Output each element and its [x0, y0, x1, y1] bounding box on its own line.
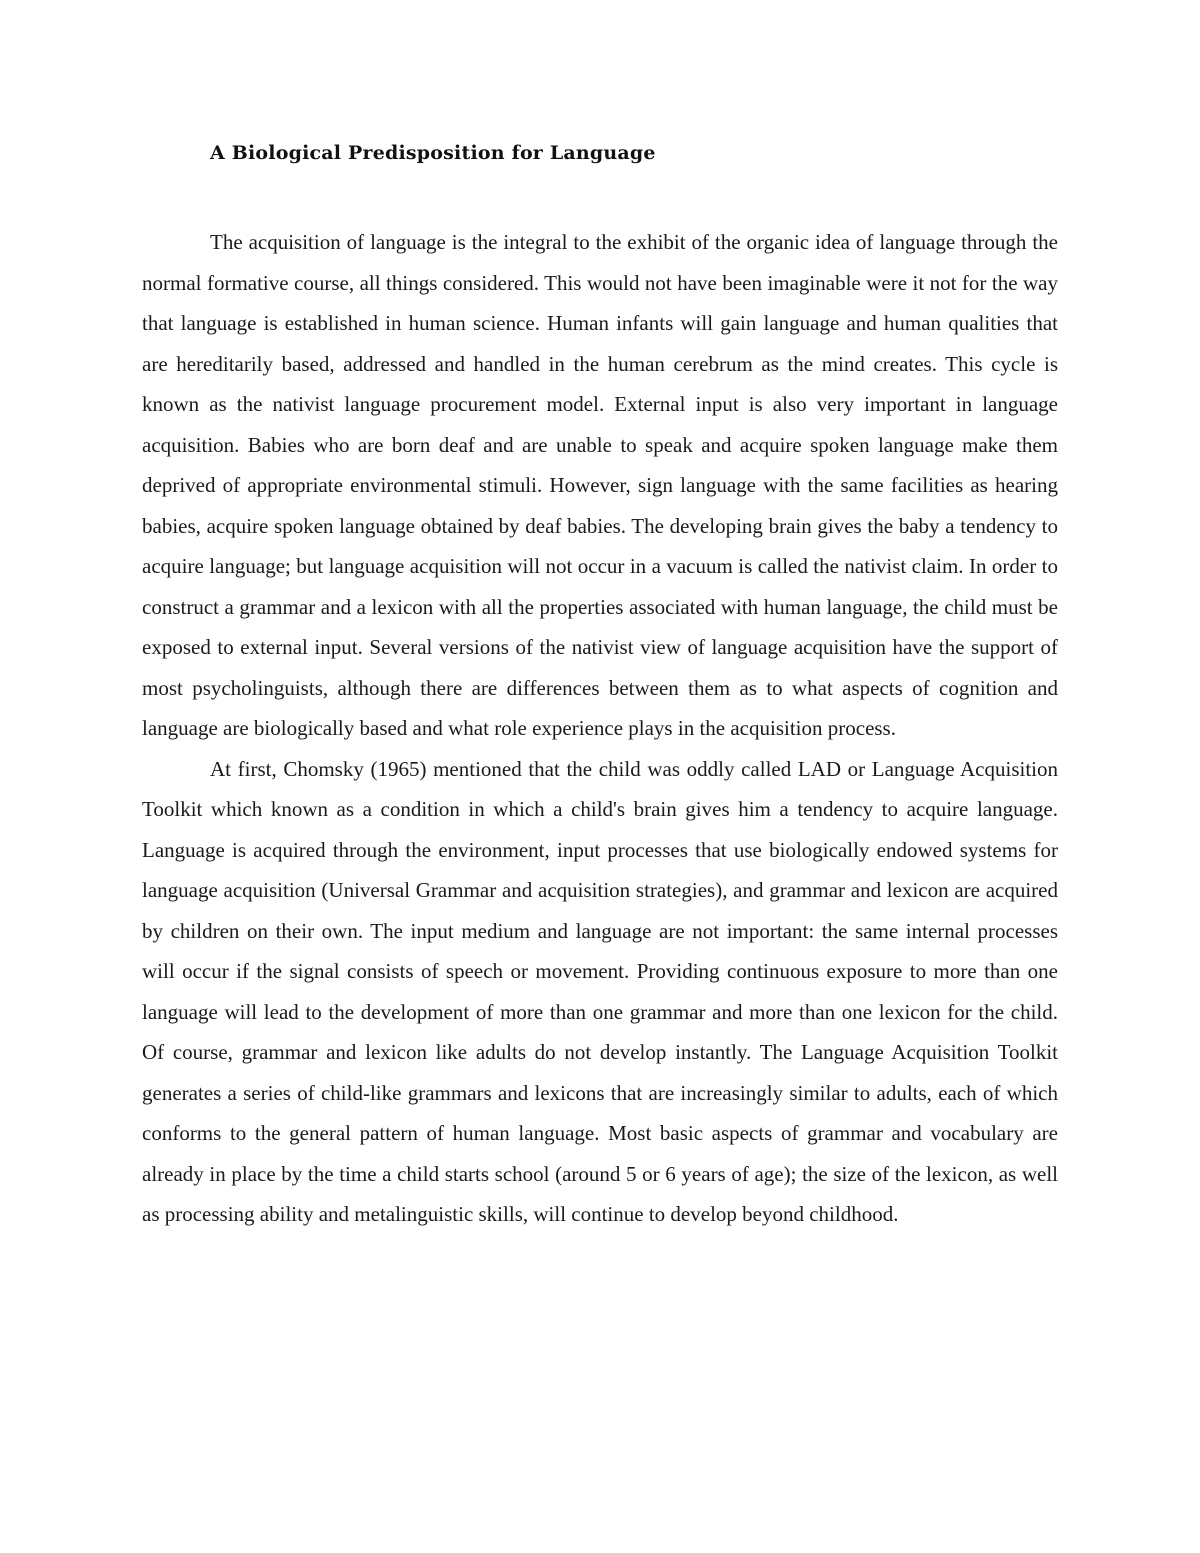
document-body: [142, 222, 1058, 1235]
document-title: A Biological Predisposition for Language: [210, 142, 656, 164]
paragraph-1: The acquisition of language is the integral to the exhibit of the organic idea of language through the normal formative course, all things considered. This would not have been imaginable were it not for the way that language is established in human science. Human infants will gain language and human qualities that are hereditarily based, addressed and handled in the human cerebrum as the mind creates. This cycle is known as the nativist language procurement model. External input is also very important in language acquisition. Babies who are born deaf and are unable to speak and acquire spoken language make them deprived of appropriate environmental stimuli. However, sign language with the same facilities as hearing babies, acquire spoken language obtained by deaf babies. The developing brain gives the baby a tendency to acquire language; but language acquisition will not occur in a vacuum is called the nativist claim. In order to construct a grammar and a lexicon with all the properties associated with human language, the child must be exposed to external input. Several versions of the nativist view of language acquisition have the support of most psycholinguists, although there are differences between them as to what aspects of cognition and language are biologically based and what role experience plays in the acquisition process.: [142, 230, 1058, 740]
paragraph-2: At first, Chomsky (1965) mentioned that the child was oddly called LAD or Language Acquisition Toolkit which known as a condition in which a child's brain gives him a tendency to acquire language. Language is acquired through the environment, input processes that use biologically endowed systems for language acquisition (Universal Grammar and acquisition strategies), and grammar and lexicon are acquired by children on their own. The input medium and language are not important: the same internal processes will occur if the signal consists of speech or movement. Providing continuous exposure to more than one language will lead to the development of more than one grammar and more than one lexicon for the child. Of course, grammar and lexicon like adults do not develop instantly. The Language Acquisition Toolkit generates a series of child-like grammars and lexicons that are increasingly similar to adults, each of which conforms to the general pattern of human language. Most basic aspects of grammar and vocabulary are already in place by the time a child starts school (around 5 or 6 years of age); the size of the lexicon, as well as processing ability and metalinguistic skills, will continue to develop beyond childhood.: [142, 756, 1058, 1226]
